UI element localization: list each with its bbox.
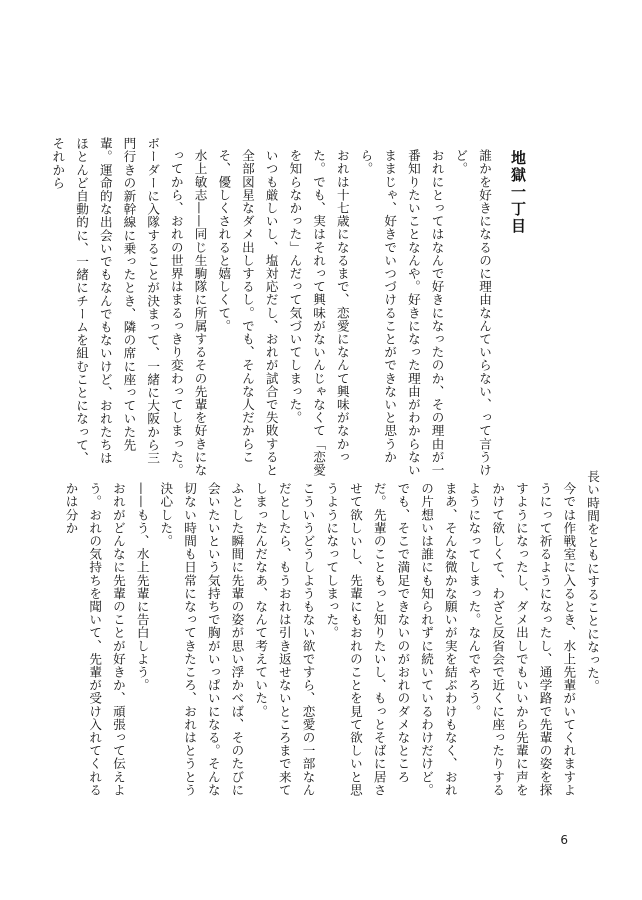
upper-text-block	[46, 137, 496, 477]
lower-text-block	[59, 470, 604, 800]
paragraph: でも、そこで満足できないのがおれのダメなところだ。先輩のこともっと知りたいし、もっとそばに居させて欲しいし、先輩にもおれのことを見て欲しいと思うようになってしまった。	[324, 482, 411, 797]
paragraph: 今では作戦室に入るとき、水上先輩がいてくれますようにって祈るようになったし、通学路で先輩の姿を探すようになったし、ダメ出しでもいいから先輩に声をかけて欲しくて、わざと反省会で近くに座ったりするようになってしまった。なんでやろう。	[466, 482, 577, 797]
paragraph: 長い時間をともにすることになった。	[585, 470, 600, 693]
paragraph: いつも厳しいし、塩対応だし、おれが試合で失敗すると全部図星なダメ出しするし。でも、そんな人だからこそ、優しくされると嬉しくて。	[216, 149, 279, 477]
paragraph: こういうどうしようもない欲ですら、恋愛の一部なんだとしたら、もうおれは引き返せないところまで来てしまったんだなあ、なんて考えていた。	[253, 482, 316, 797]
paragraph: ボーダーに入隊することが決まって、一緒に大阪から三門行きの新幹線に乗ったとき、隣の席に座っていた先輩。運命的な出会いでもなんでもないけど、おれたちはほとんど自動的に、一緒にチームを組むことになって、それから	[50, 137, 161, 465]
paragraph: ——もう、水上先輩に告白しよう。	[134, 482, 150, 692]
paragraph: 水上敏志——同じ生駒隊に所属するその先輩を好きになってから、おれの世界はまるっきり変わってしまった。	[168, 149, 208, 477]
paragraph: おれがどんなに先輩のことが好きか、頑張って伝えよう。おれの気持ちを聞いて、先輩が受け入れてくれるかは分か	[63, 482, 126, 797]
paragraph: まあ、そんな微かな願いが実を結ぶわけもなく、おれの片想いは誰にも知られずに続いているわけだけど。	[419, 482, 458, 797]
page-number: 6	[560, 833, 568, 847]
paragraph: おれは十七歳になるまで、恋愛になんて興味がなかった。でも、実はそれって興味がないんじゃなくて「恋愛を知らなかった」んだって気づいてしまった。	[287, 149, 350, 477]
paragraph: ふとした瞬間に先輩の姿が思い浮かべば、そのたびに会いたいという気持ちで胸がいっぱいになる。そんな切ない時間も日常になってきたころ、おれはとうとう決心した。	[158, 482, 245, 797]
paragraph: 誰かを好きになるのに理由なんていらない、って言うけど。	[453, 149, 492, 477]
chapter-title: 地獄一丁目	[509, 150, 527, 235]
paragraph: おれにとってはなんで好きになったのか、その理由が一番知りたいことなんや。好きになった理由がわからないままじゃ、好きでいつづけることができないと思うから。	[358, 149, 445, 477]
